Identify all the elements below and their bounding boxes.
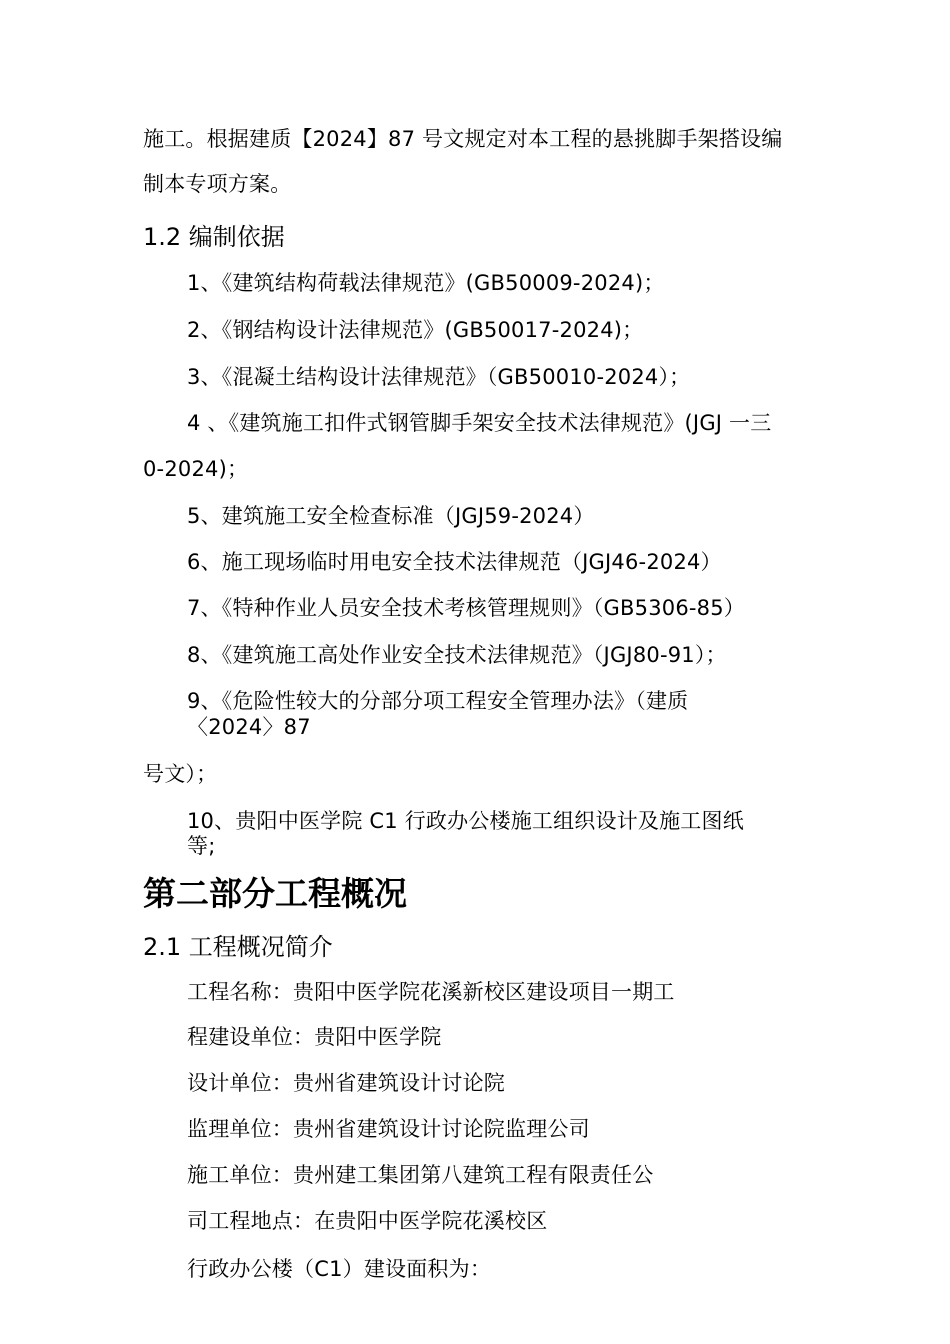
reference-item-3: 3、《混凝土结构设计法律规范》（GB50010-2024）； [187, 365, 691, 389]
overview-line-5: 施工单位：贵州建工集团第八建筑工程有限责任公 [187, 1163, 654, 1187]
overview-line-7: 行政办公楼（C1）建设面积为： [187, 1257, 492, 1281]
reference-item-9: 9、《危险性较大的分部分项工程安全管理办法》（建质 [187, 689, 689, 713]
overview-line-3: 设计单位：贵州省建筑设计讨论院 [187, 1071, 505, 1095]
reference-item-4: 4 、《建筑施工扣件式钢管脚手架安全技术法律规范》(JGJ 一三 [187, 411, 772, 435]
intro-line-1: 施工。根据建质【2024】87 号文规定对本工程的悬挑脚手架搭设编 [143, 127, 783, 151]
reference-item-9-line-2: 〈2024〉87 [187, 715, 311, 739]
reference-item-7: 7、《特种作业人员安全技术考核管理规则》（GB5306-85） [187, 596, 745, 620]
reference-item-1: 1、《建筑结构荷载法律规范》(GB50009-2024)； [187, 271, 665, 295]
intro-line-2: 制本专项方案。 [143, 172, 292, 196]
overview-line-6: 司工程地点：在贵阳中医学院花溪校区 [187, 1209, 548, 1233]
reference-item-2: 2、《钢结构设计法律规范》(GB50017-2024)； [187, 318, 644, 342]
reference-item-8: 8、《建筑施工高处作业安全技术法律规范》（JGJ80-91）； [187, 643, 727, 667]
overview-line-1: 工程名称：贵阳中医学院花溪新校区建设项目一期工 [187, 980, 675, 1004]
part-title: 第二部分工程概况 [143, 874, 407, 913]
reference-item-9-line-3: 号文）； [143, 762, 218, 786]
overview-line-2: 程建设单位：贵阳中医学院 [187, 1025, 442, 1049]
reference-item-4-continued: 0-2024)； [143, 457, 249, 481]
reference-item-10: 10、贵阳中医学院 C1 行政办公楼施工组织设计及施工图纸 [187, 809, 744, 833]
reference-item-6: 6、施工现场临时用电安全技术法律规范（JGJ46-2024） [187, 550, 722, 574]
reference-item-5: 5、建筑施工安全检查标准（JGJ59-2024） [187, 504, 595, 528]
reference-item-10-continued: 等; [187, 834, 216, 858]
section-heading-2-1: 2.1 工程概况简介 [143, 933, 333, 961]
section-heading-1-2: 1.2 编制依据 [143, 223, 285, 251]
overview-line-4: 监理单位：贵州省建筑设计讨论院监理公司 [187, 1117, 590, 1141]
